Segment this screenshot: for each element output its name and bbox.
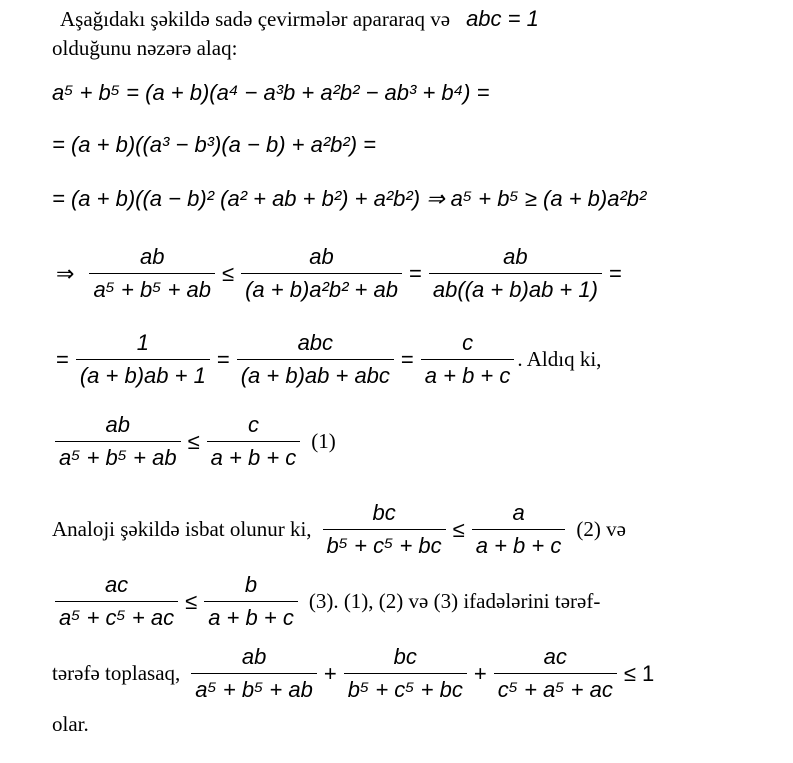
fraction <box>323 500 446 559</box>
equation-4 <box>52 244 626 303</box>
fraction-numerator: ab <box>105 412 131 437</box>
equals-symbol: = <box>408 260 422 286</box>
equals-symbol: = <box>216 346 230 372</box>
fraction-denominator: (a + b)ab + abc <box>237 359 394 389</box>
fraction-denominator: c⁵ + a⁵ + ac <box>494 673 617 703</box>
sum-text: tərəfə toplasaq, <box>52 661 181 685</box>
fraction-numerator: bc <box>372 500 396 525</box>
fraction <box>241 244 402 303</box>
fraction-denominator: (a + b)ab + 1 <box>76 359 210 389</box>
equation-tag-1: (1) <box>311 429 336 453</box>
fraction <box>429 244 602 303</box>
le-symbol: ≤ <box>187 428 200 454</box>
plus-symbol: + <box>473 660 487 686</box>
intro-line-2 <box>52 36 237 61</box>
fraction <box>89 244 215 303</box>
equation-3-expr: = (a + b)((a − b)² (a² + ab + b²) + a²b²) ⇒ a⁵ + b⁵ ≥ (a + b)a²b² <box>52 186 647 211</box>
fraction-numerator: b <box>244 572 258 597</box>
equation-1-expr: a⁵ + b⁵ = (a + b)(a⁴ − a³b + a²b² − ab³ + b⁴) = <box>52 80 490 105</box>
fraction-denominator: a + b + c <box>204 601 298 631</box>
fraction-numerator: bc <box>393 644 417 669</box>
implies-symbol: ⇒ <box>56 260 75 286</box>
intro-line-1 <box>60 6 539 32</box>
equation-1 <box>52 80 489 106</box>
final-line <box>52 712 89 737</box>
fraction-denominator: a⁵ + b⁵ + ab <box>89 273 215 303</box>
fraction-numerator: 1 <box>136 330 149 355</box>
fraction <box>494 644 617 703</box>
fraction-denominator: a⁵ + c⁵ + ac <box>55 601 178 631</box>
fraction-numerator: ab <box>503 244 528 269</box>
fraction-denominator: a⁵ + b⁵ + ab <box>55 441 181 471</box>
inequality-1 <box>52 412 336 471</box>
fraction-numerator: a <box>512 500 525 525</box>
fraction-numerator: c <box>462 330 474 355</box>
fraction <box>55 412 181 471</box>
fraction <box>207 412 301 471</box>
fraction <box>204 572 298 631</box>
fraction-denominator: b⁵ + c⁵ + bc <box>323 529 446 559</box>
fraction-numerator: ab <box>139 244 165 269</box>
fraction-denominator: a⁵ + b⁵ + ab <box>191 673 317 703</box>
le-one: ≤ 1 <box>623 660 655 686</box>
conclusion-text: . Aldıq ki, <box>517 347 602 371</box>
intro-text-2: olduğunu nəzərə alaq: <box>52 36 238 60</box>
le-symbol: ≤ <box>185 588 198 614</box>
fraction-denominator: a + b + c <box>472 529 566 559</box>
third-text: (3). (1), (2) və (3) ifadələrini tərəf- <box>308 589 601 613</box>
equation-5 <box>52 330 601 389</box>
le-symbol: ≤ <box>452 516 465 542</box>
analog-text: Analoji şəkildə isbat olunur ki, <box>52 517 312 541</box>
fraction-denominator: a + b + c <box>421 359 515 389</box>
equals-symbol: = <box>608 260 622 286</box>
fraction <box>472 500 566 559</box>
equals-symbol: = <box>400 346 414 372</box>
fraction-numerator: ab <box>309 244 334 269</box>
fraction-numerator: ac <box>543 644 567 669</box>
equation-2 <box>52 132 376 158</box>
sum-line <box>52 644 658 703</box>
fraction-numerator: ac <box>104 572 129 597</box>
fraction <box>237 330 394 389</box>
fraction-numerator: abc <box>297 330 334 355</box>
fraction <box>76 330 210 389</box>
intro-text-1: Aşağıdakı şəkildə sadə çevirmələr apararaq və <box>60 6 451 31</box>
fraction-denominator: (a + b)a²b² + ab <box>241 273 402 303</box>
le-symbol: ≤ <box>222 260 235 286</box>
equation-3 <box>52 186 646 212</box>
equation-2-expr: = (a + b)((a³ − b³)(a − b) + a²b²) = <box>52 132 377 157</box>
fraction-denominator: b⁵ + c⁵ + bc <box>344 673 467 703</box>
fraction <box>421 330 515 389</box>
fraction-numerator: ab <box>241 644 267 669</box>
fraction-numerator: c <box>247 412 259 437</box>
inequality-2-line <box>52 500 626 559</box>
inequality-3-line <box>52 572 600 631</box>
condition-abc: abc = 1 <box>466 6 539 31</box>
fraction-denominator: ab((a + b)ab + 1) <box>429 273 602 303</box>
plus-symbol: + <box>323 660 337 686</box>
equation-tag-2: (2) və <box>576 517 626 541</box>
equals-symbol: = <box>56 346 69 372</box>
fraction <box>191 644 317 703</box>
fraction-denominator: a + b + c <box>207 441 301 471</box>
fraction <box>344 644 467 703</box>
final-text: olar. <box>52 712 89 736</box>
fraction <box>55 572 178 631</box>
